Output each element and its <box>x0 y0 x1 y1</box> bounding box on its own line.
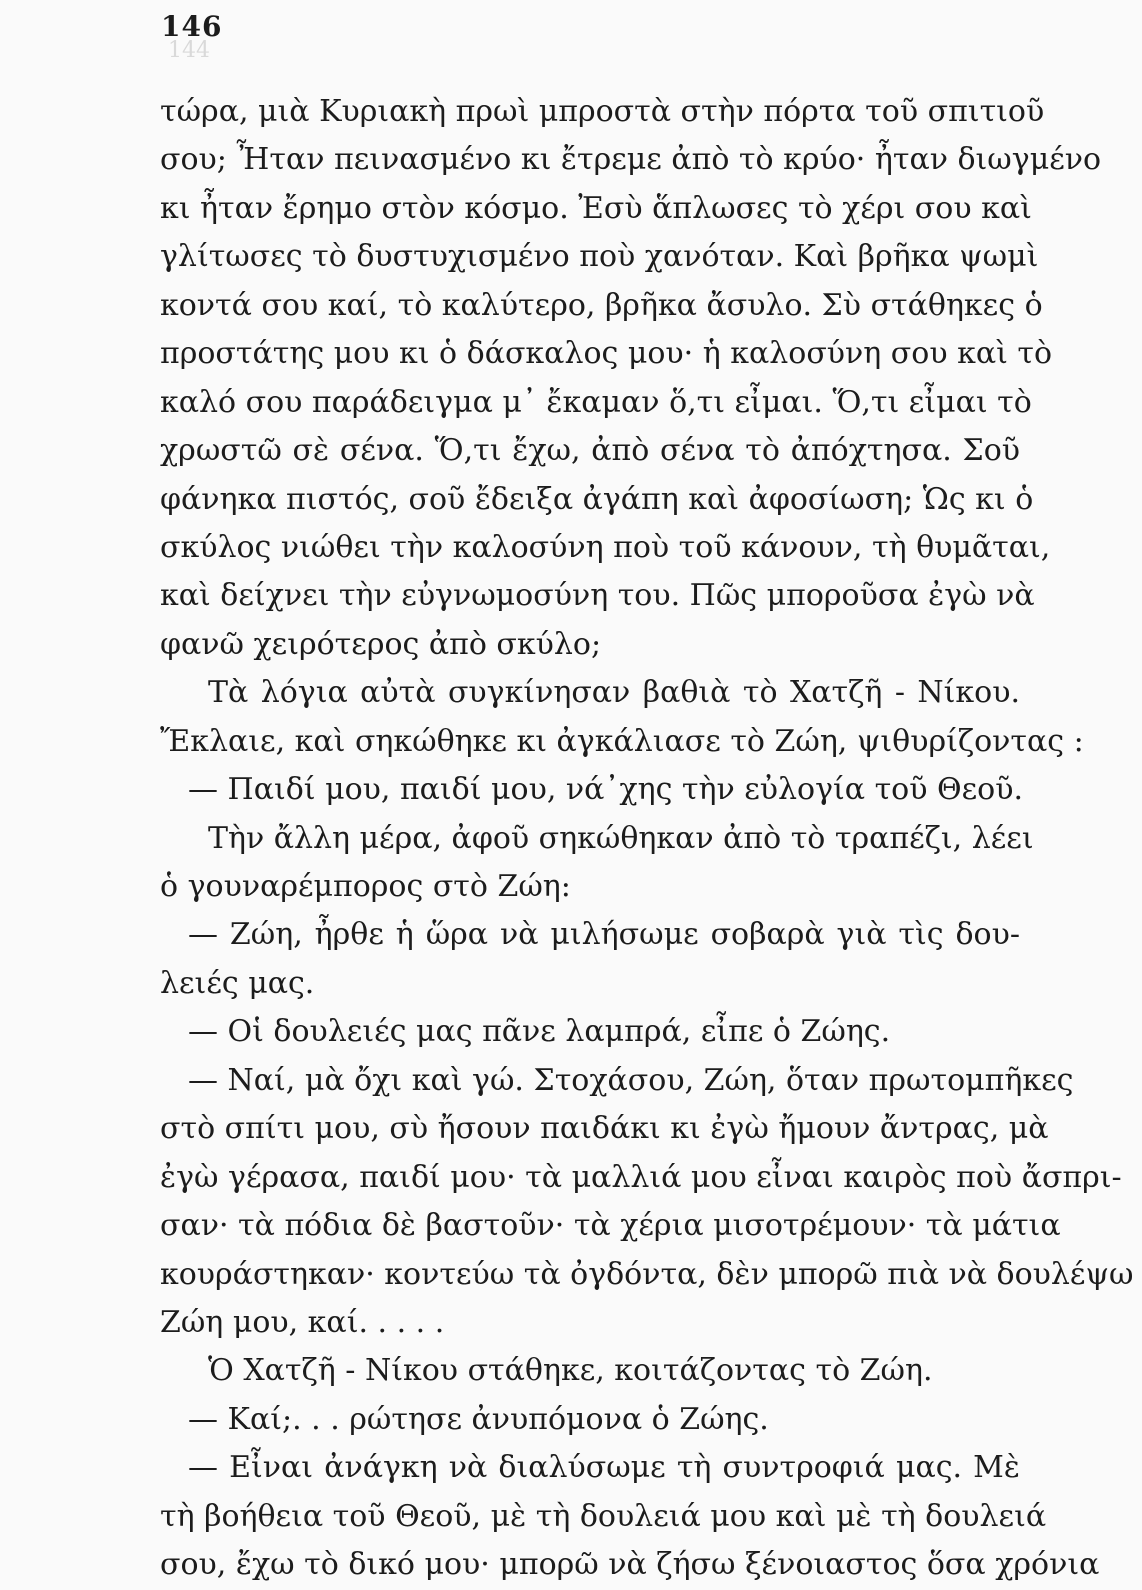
text-line: Ζώη μου, καί. . . . . <box>160 1304 445 1340</box>
text-line: φάνηκα πιστός, σοῦ ἔδειξα ἀγάπη καὶ ἀφοσίωση; Ὡς κι ὁ <box>160 481 1034 517</box>
text-line: χρωστῶ σὲ σένα. Ὅ,τι ἔχω, ἀπὸ σένα τὸ ἀπόχτησα. Σοῦ <box>160 433 1020 469</box>
text-line: — Καί;. . . ρώτησε ἀνυπόμονα ὁ Ζώης. <box>188 1401 769 1437</box>
text-line: κουράστηκαν· κοντεύω τὰ ὀγδόντα, δὲν μπορῶ πιὰ νὰ δουλέψω <box>160 1256 1134 1292</box>
text-line: καλό σου παράδειγμα μ᾽ ἔκαμαν ὅ,τι εἶμαι. Ὅ,τι εἶμαι τὸ <box>160 384 1032 420</box>
text-line: τὴ βοήθεια τοῦ Θεοῦ, μὲ τὴ δουλειά μου καὶ μὲ τὴ δουλειά <box>160 1498 1047 1534</box>
text-line: — Εἶναι ἀνάγκη νὰ διαλύσωμε τὴ συντροφιά μας. Μὲ <box>188 1450 1020 1486</box>
text-line: — Ζώη, ἦρθε ἡ ὥρα νὰ μιλήσωμε σοβαρὰ γιὰ τὶς δου- <box>188 917 1020 953</box>
text-line: Ἔκλαιε, καὶ σηκώθηκε κι ἀγκάλιασε τὸ Ζώη, ψιθυρίζοντας : <box>160 723 1084 759</box>
text-line: φανῶ χειρότερος ἀπὸ σκύλο; <box>160 626 602 662</box>
text-line: — Παιδί μου, παιδί μου, νά᾽χης τὴν εὐλογία τοῦ Θεοῦ. <box>188 772 1023 808</box>
page-number: 146 <box>161 10 223 43</box>
text-line: τώρα, μιὰ Κυριακὴ πρωὶ μπροστὰ στὴν πόρτα τοῦ σπιτιοῦ <box>160 94 1045 129</box>
text-line: σου; Ἦταν πεινασμένο κι ἔτρεμε ἀπὸ τὸ κρύο· ἦταν διωγμένο <box>160 142 1102 178</box>
text-line: κι ἦταν ἔρημο στὸν κόσμο. Ἐσὺ ἅπλωσες τὸ χέρι σου καὶ <box>160 190 1032 226</box>
text-line: ὁ γουναρέμπορος στὸ Ζώη: <box>160 869 571 904</box>
text-line: κοντά σου καί, τὸ καλύτερο, βρῆκα ἄσυλο. Σὺ στάθηκες ὁ <box>160 287 1043 323</box>
text-line: στὸ σπίτι μου, σὺ ἤσουν παιδάκι κι ἐγὼ ἤμουν ἄντρας, μὰ <box>160 1111 1049 1147</box>
text-line: — Ναί, μὰ ὄχι καὶ γώ. Στοχάσου, Ζώη, ὅταν πρωτομπῆκες <box>188 1062 1074 1098</box>
text-line: Τὴν ἄλλη μέρα, ἀφοῦ σηκώθηκαν ἀπὸ τὸ τραπέζι, λέει <box>208 820 1034 856</box>
body-text <box>160 88 1134 1590</box>
text-line: γλίτωσες τὸ δυστυχισμένο ποὺ χανόταν. Καὶ βρῆκα ψωμὶ <box>160 239 1039 275</box>
text-line: προστάτης μου κι ὁ δάσκαλος μου· ἡ καλοσύνη σου καὶ τὸ <box>160 336 1053 372</box>
text-line: καὶ δείχνει τὴν εὐγνωμοσύνη του. Πῶς μποροῦσα ἐγὼ νὰ <box>160 578 1035 614</box>
text-line: Τὰ λόγια αὐτὰ συγκίνησαν βαθιὰ τὸ Χατζῆ - Νίκου. <box>208 675 1020 711</box>
text-line: Ὁ Χατζῆ - Νίκου στάθηκε, κοιτάζοντας τὸ Ζώη. <box>208 1353 933 1389</box>
bleed-through-page-number: 144 <box>168 38 210 63</box>
text-line: λειές μας. <box>160 965 315 1001</box>
text-line: ἐγὼ γέρασα, παιδί μου· τὰ μαλλιά μου εἶναι καιρὸς ποὺ ἄσπρι- <box>160 1159 1122 1195</box>
text-line: σαν· τὰ πόδια δὲ βαστοῦν· τὰ χέρια μισοτρέμουν· τὰ μάτια <box>160 1208 1061 1244</box>
text-line: σου, ἔχω τὸ δικό μου· μπορῶ νὰ ζήσω ξένοιαστος ὅσα χρόνια <box>160 1547 1100 1583</box>
text-line: σκύλος νιώθει τὴν καλοσύνη ποὺ τοῦ κάνουν, τὴ θυμᾶται, <box>160 529 1051 565</box>
text-line: — Οἱ δουλειές μας πᾶνε λαμπρά, εἶπε ὁ Ζώης. <box>188 1014 891 1050</box>
